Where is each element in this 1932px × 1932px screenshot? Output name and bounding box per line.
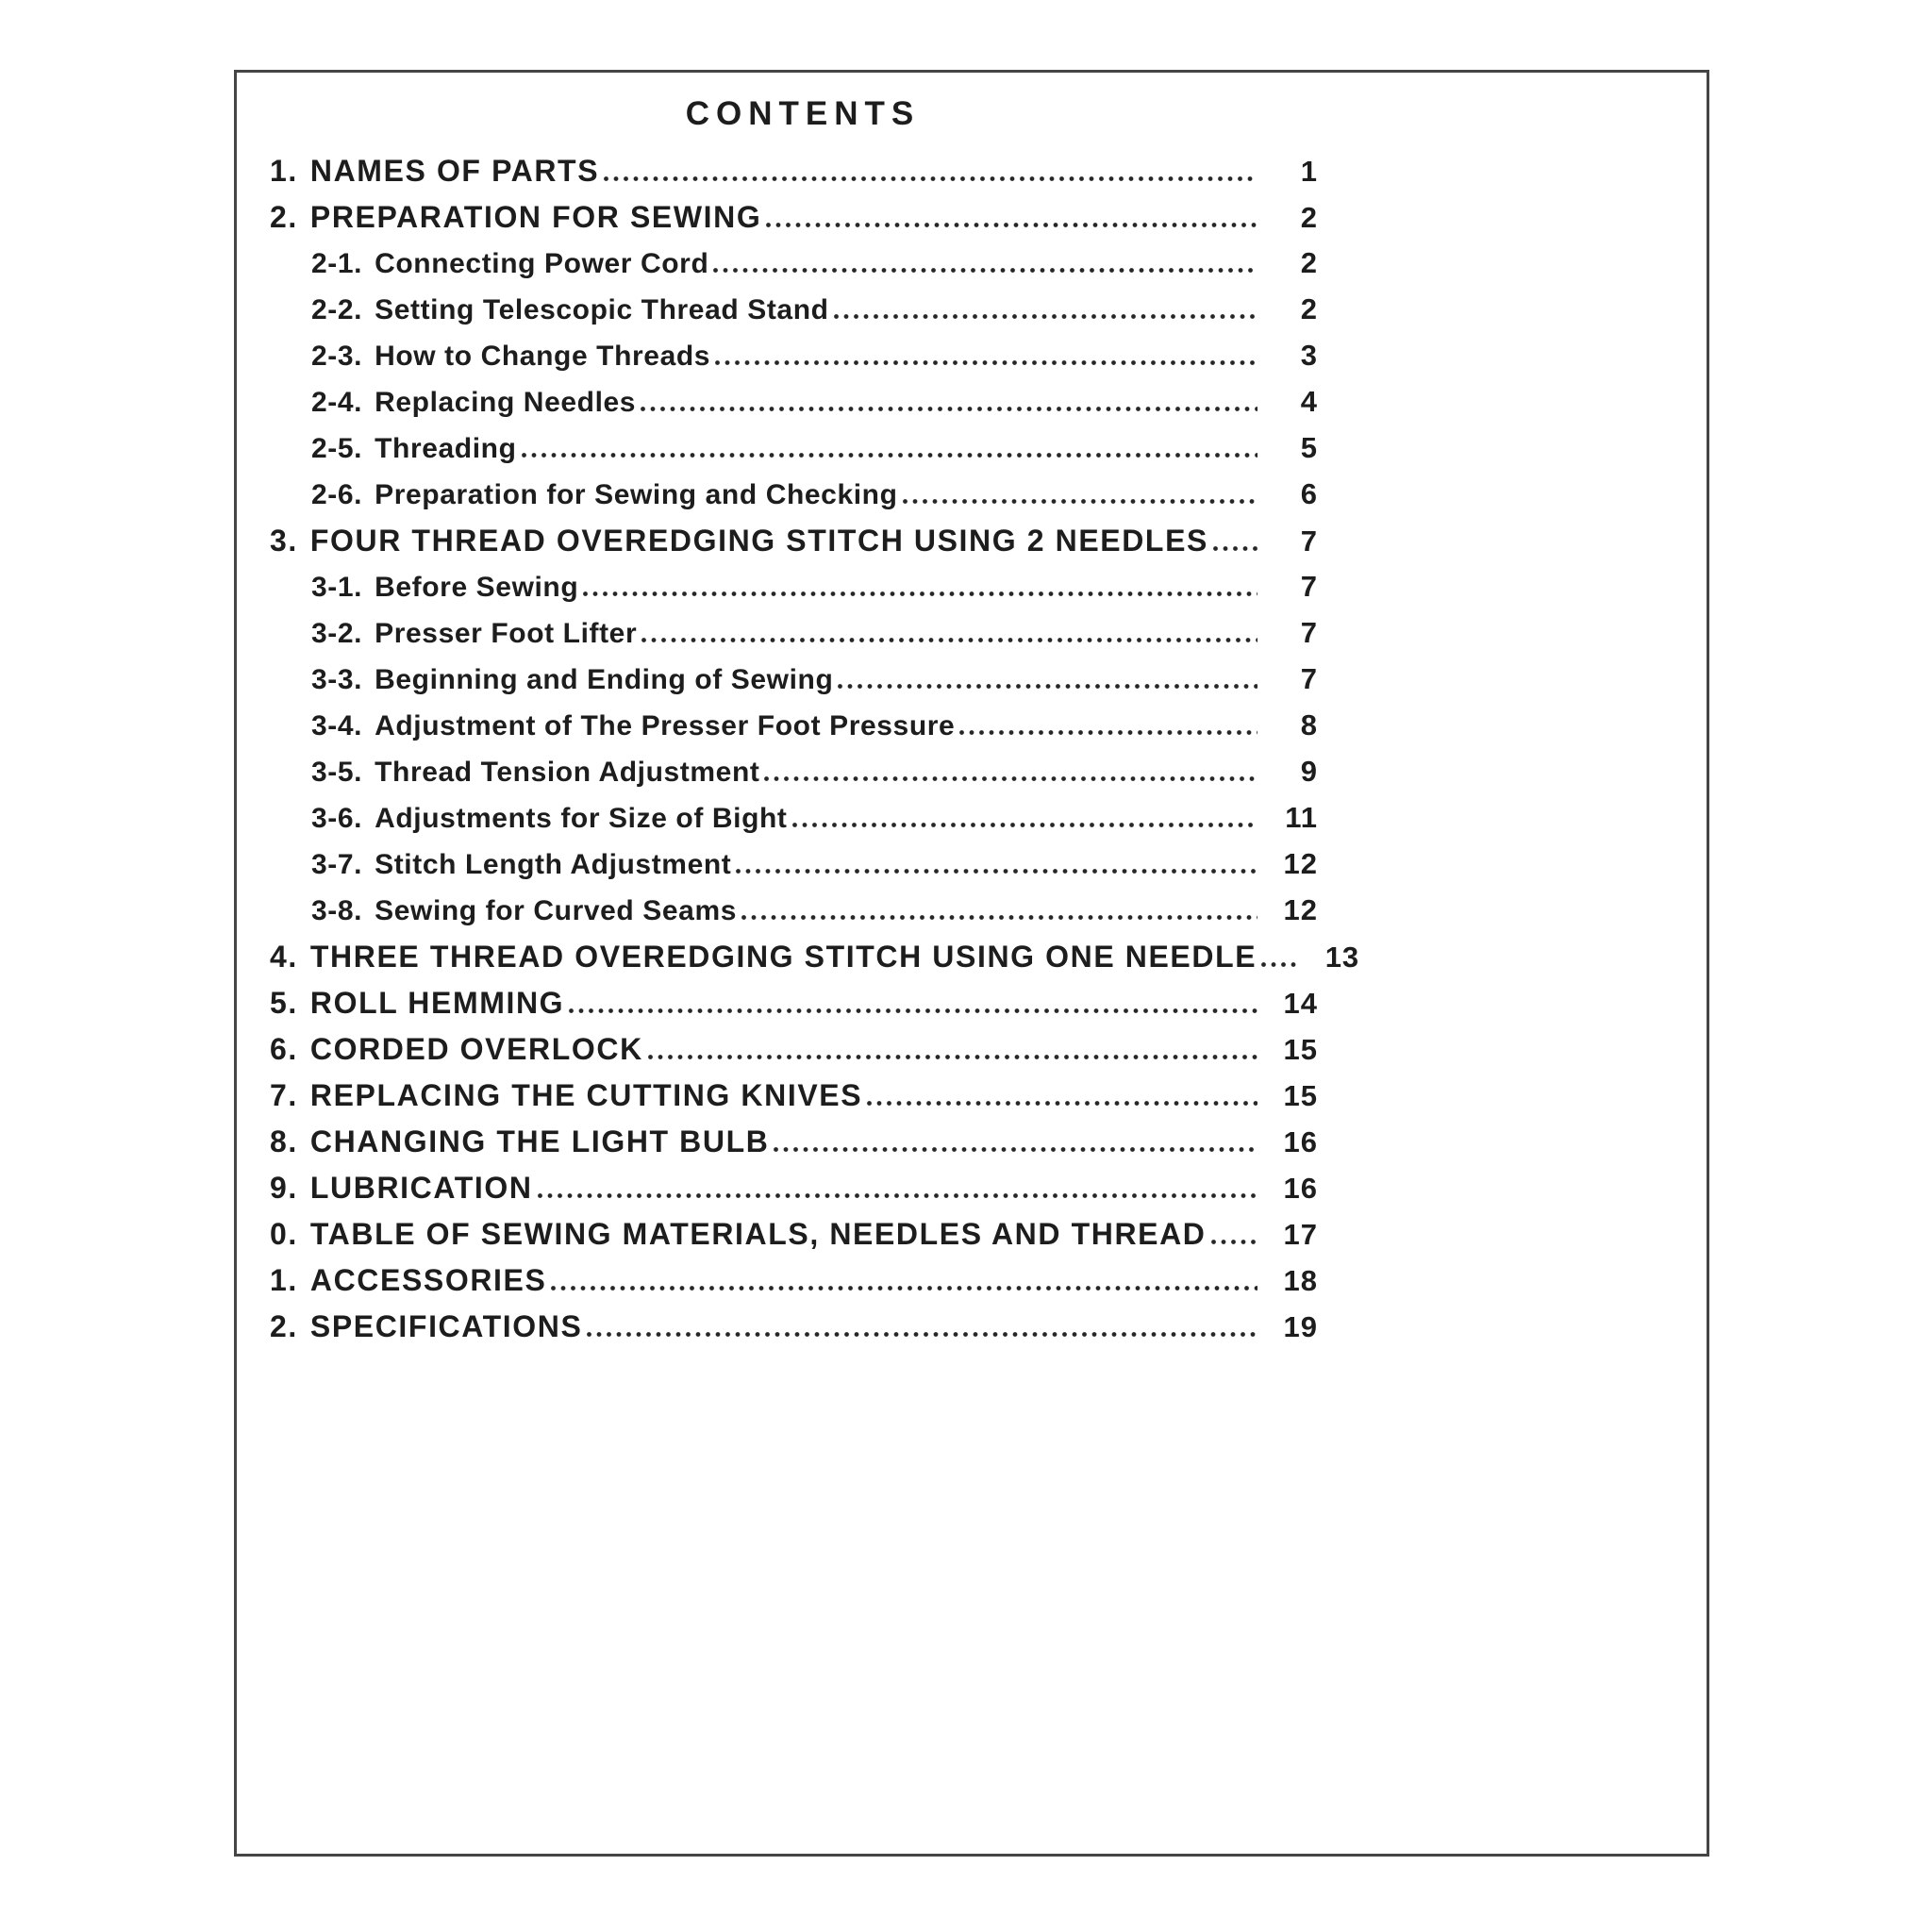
- dot-leader: [1211, 1240, 1257, 1244]
- dot-leader: [604, 176, 1257, 181]
- toc-item-page: 4: [1300, 385, 1318, 418]
- toc-item-number: 6.: [270, 1032, 298, 1066]
- toc-item-label: ROLL HEMMING: [309, 986, 565, 1020]
- toc-row: [237, 154, 1707, 200]
- dot-leader: [736, 869, 1257, 874]
- toc-row: [237, 755, 1707, 801]
- toc-row: [237, 1032, 1707, 1078]
- toc-item-page: 3: [1300, 339, 1318, 372]
- toc-row: [237, 524, 1707, 570]
- toc-row: [237, 616, 1707, 662]
- toc-item-number: 2.: [270, 200, 298, 234]
- toc-item-page: 15: [1283, 1079, 1318, 1112]
- toc-item-label: LUBRICATION: [309, 1171, 533, 1205]
- toc-item-label: SPECIFICATIONS: [309, 1309, 583, 1343]
- toc-item-number: 1.: [270, 1263, 298, 1297]
- dot-leader: [1213, 546, 1257, 551]
- toc-item-page: 9: [1300, 755, 1318, 788]
- toc-item-label: THREE THREAD OVEREDGING STITCH USING ONE NEEDLE: [309, 940, 1257, 974]
- toc-item-number: 2-3.: [311, 341, 363, 372]
- dot-leader: [741, 915, 1257, 920]
- toc-item-page: 2: [1300, 246, 1318, 279]
- toc-row: [237, 385, 1707, 431]
- toc-item-number: 8.: [270, 1124, 298, 1158]
- toc-item-label: Presser Foot Lifter: [375, 618, 638, 649]
- dot-leader: [569, 1008, 1257, 1013]
- toc-item-page: 6: [1300, 477, 1318, 510]
- toc-item-page: 8: [1300, 708, 1318, 741]
- toc-item-number: 3-4.: [311, 710, 363, 741]
- dot-leader: [867, 1101, 1257, 1106]
- toc-item-label: How to Change Threads: [375, 341, 711, 372]
- toc-item-page: 19: [1283, 1310, 1318, 1343]
- toc-item-page: 13: [1324, 941, 1360, 974]
- dot-leader: [959, 730, 1257, 735]
- toc-item-number: 9.: [270, 1171, 298, 1205]
- dot-leader: [903, 499, 1257, 504]
- toc-item-page: 14: [1283, 987, 1318, 1020]
- toc-row: [237, 570, 1707, 616]
- toc-row: [237, 1171, 1707, 1217]
- toc-item-number: 2-1.: [311, 248, 363, 279]
- toc-item-number: 3-7.: [311, 849, 363, 880]
- toc-row: [237, 940, 1707, 986]
- toc-item-page: 7: [1300, 662, 1318, 695]
- dot-leader: [1261, 962, 1299, 967]
- toc-row: [237, 1263, 1707, 1309]
- toc-row: [237, 1078, 1707, 1124]
- page-title: CONTENTS: [685, 95, 921, 132]
- toc-list: [237, 154, 1707, 1356]
- dot-leader: [522, 453, 1257, 458]
- toc-item-label: Thread Tension Adjustment: [375, 757, 760, 788]
- toc-row: [237, 847, 1707, 893]
- toc-item-page: 7: [1300, 525, 1318, 558]
- dot-leader: [838, 684, 1257, 689]
- toc-item-number: 7.: [270, 1078, 298, 1112]
- toc-row: [237, 292, 1707, 339]
- toc-row: [237, 893, 1707, 940]
- dot-leader: [715, 360, 1257, 365]
- toc-item-number: 5.: [270, 986, 298, 1020]
- toc-item-label: TABLE OF SEWING MATERIALS, NEEDLES AND THREAD: [309, 1217, 1207, 1251]
- toc-item-number: 2-6.: [311, 479, 363, 510]
- toc-item-label: NAMES OF PARTS: [309, 154, 600, 188]
- toc-row: [237, 246, 1707, 292]
- dot-leader: [648, 1055, 1257, 1059]
- toc-item-label: CORDED OVERLOCK: [309, 1032, 643, 1066]
- toc-item-label: Preparation for Sewing and Checking: [375, 479, 898, 510]
- toc-item-number: 0.: [270, 1217, 298, 1251]
- toc-item-page: 7: [1300, 570, 1318, 603]
- toc-item-label: Threading: [375, 433, 517, 464]
- toc-row: [237, 662, 1707, 708]
- toc-item-number: 2.: [270, 1309, 298, 1343]
- toc-item-number: 3-3.: [311, 664, 363, 695]
- dot-leader: [641, 638, 1257, 642]
- toc-item-page: 7: [1300, 616, 1318, 649]
- toc-item-number: 2-5.: [311, 433, 363, 464]
- toc-item-number: 3.: [270, 524, 298, 558]
- toc-item-page: 1: [1300, 155, 1318, 188]
- toc-row: [237, 477, 1707, 524]
- toc-row: [237, 1309, 1707, 1356]
- dot-leader: [713, 268, 1257, 273]
- toc-item-number: 3-6.: [311, 803, 363, 834]
- toc-item-page: 12: [1283, 847, 1318, 880]
- toc-item-page: 15: [1283, 1033, 1318, 1066]
- toc-row: [237, 200, 1707, 246]
- toc-row: [237, 708, 1707, 755]
- toc-item-page: 12: [1283, 893, 1318, 926]
- toc-item-label: Replacing Needles: [375, 387, 637, 418]
- contents-page: [234, 70, 1709, 1857]
- dot-leader: [774, 1147, 1257, 1152]
- toc-row: [237, 1124, 1707, 1171]
- toc-item-label: Beginning and Ending of Sewing: [375, 664, 834, 695]
- toc-item-number: 3-8.: [311, 895, 363, 926]
- dot-leader: [551, 1286, 1257, 1291]
- dot-leader: [583, 591, 1257, 596]
- toc-item-label: Adjustment of The Presser Foot Pressure: [375, 710, 956, 741]
- dot-leader: [538, 1193, 1257, 1198]
- toc-item-page: 2: [1300, 201, 1318, 234]
- toc-item-label: Setting Telescopic Thread Stand: [375, 294, 829, 325]
- dot-leader: [764, 776, 1257, 781]
- toc-row: [237, 801, 1707, 847]
- toc-item-page: 16: [1283, 1172, 1318, 1205]
- toc-item-page: 2: [1300, 292, 1318, 325]
- dot-leader: [587, 1332, 1257, 1337]
- toc-item-page: 16: [1283, 1125, 1318, 1158]
- toc-item-number: 3-1.: [311, 572, 363, 603]
- toc-item-page: 17: [1283, 1218, 1318, 1251]
- toc-row: [237, 986, 1707, 1032]
- dot-leader: [834, 314, 1257, 319]
- toc-item-number: 2-2.: [311, 294, 363, 325]
- toc-item-label: Adjustments for Size of Bight: [375, 803, 788, 834]
- toc-item-label: Before Sewing: [375, 572, 579, 603]
- toc-item-label: Stitch Length Adjustment: [375, 849, 732, 880]
- toc-item-page: 11: [1285, 801, 1318, 834]
- dot-leader: [641, 407, 1257, 411]
- toc-item-number: 3-5.: [311, 757, 363, 788]
- dot-leader: [766, 223, 1257, 227]
- toc-item-label: ACCESSORIES: [309, 1263, 547, 1297]
- toc-row: [237, 431, 1707, 477]
- toc-item-number: 3-2.: [311, 618, 363, 649]
- toc-item-number: 1.: [270, 154, 298, 188]
- toc-item-label: CHANGING THE LIGHT BULB: [309, 1124, 770, 1158]
- dot-leader: [792, 823, 1257, 827]
- toc-item-number: 4.: [270, 940, 298, 974]
- toc-item-label: Sewing for Curved Seams: [375, 895, 738, 926]
- toc-row: [237, 339, 1707, 385]
- toc-item-page: 18: [1283, 1264, 1318, 1297]
- toc-row: [237, 1217, 1707, 1263]
- toc-item-number: 2-4.: [311, 387, 363, 418]
- toc-item-label: PREPARATION FOR SEWING: [309, 200, 762, 234]
- toc-item-label: Connecting Power Cord: [375, 248, 709, 279]
- toc-item-label: FOUR THREAD OVEREDGING STITCH USING 2 NEEDLES: [309, 524, 1208, 558]
- toc-item-page: 5: [1300, 431, 1318, 464]
- toc-item-label: REPLACING THE CUTTING KNIVES: [309, 1078, 863, 1112]
